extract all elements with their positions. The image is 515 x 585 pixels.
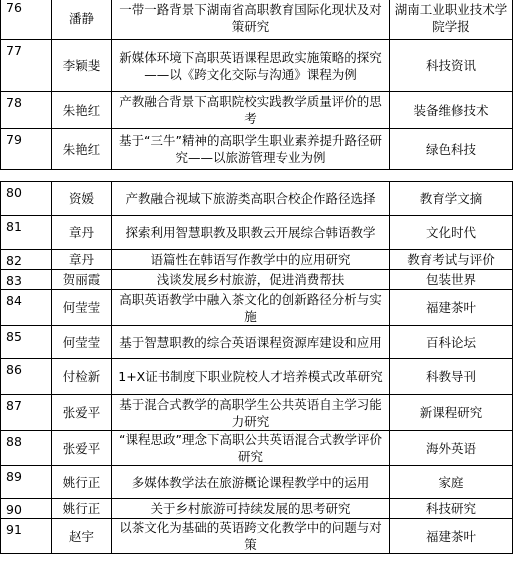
table-row — [1, 499, 513, 519]
table-row — [1, 0, 513, 40]
title-cell: 一带一路背景下湖南省高职教育国际化现状及对策研究 — [112, 0, 390, 40]
row-number: 81 — [1, 216, 52, 250]
table-row — [1, 250, 513, 270]
author-cell: 张爱平 — [52, 395, 112, 431]
table-row — [1, 326, 513, 359]
table-body-top — [1, 0, 513, 170]
author-cell: 章丹 — [52, 216, 112, 250]
row-number: 90 — [1, 499, 52, 519]
journal-cell: 福建茶叶 — [390, 519, 513, 554]
table-row — [1, 129, 513, 170]
journal-cell: 绿色科技 — [390, 129, 513, 170]
title-cell: 新媒体环境下高职英语课程思政实施策略的探究——以《跨文化交际与沟通》课程为例 — [112, 40, 390, 92]
author-cell: 何莹莹 — [52, 326, 112, 359]
journal-cell: 科技资讯 — [390, 40, 513, 92]
author-cell: 章丹 — [52, 250, 112, 270]
journal-cell: 新课程研究 — [390, 395, 513, 431]
table-row — [1, 359, 513, 395]
journal-cell: 教育考试与评价 — [390, 250, 513, 270]
journal-cell: 福建茶叶 — [390, 290, 513, 326]
title-cell: 产教融合背景下高职院校实践教学质量评价的思考 — [112, 92, 390, 129]
journal-cell: 包装世界 — [390, 270, 513, 290]
author-cell: 朱艳红 — [52, 129, 112, 170]
title-cell: “课程思政”理念下高职公共英语混合式教学评价研究 — [112, 431, 390, 466]
title-cell: 多媒体教学法在旅游概论课程教学中的运用 — [112, 466, 390, 499]
paper-list-table-bottom — [0, 181, 513, 554]
journal-cell: 科技研究 — [390, 499, 513, 519]
author-cell: 赵宇 — [52, 519, 112, 554]
row-number: 91 — [1, 519, 52, 554]
journal-cell: 文化时代 — [390, 216, 513, 250]
author-cell: 姚行正 — [52, 499, 112, 519]
author-cell: 李颖斐 — [52, 40, 112, 92]
title-cell: 基于“三牛”精神的高职学生职业素养提升路径研究——以旅游管理专业为例 — [112, 129, 390, 170]
title-cell: 浅谈发展乡村旅游，促进消费帮扶 — [112, 270, 390, 290]
row-number: 84 — [1, 290, 52, 326]
author-cell: 资媛 — [52, 182, 112, 216]
table-row — [1, 519, 513, 554]
title-cell: 基于智慧职教的综合英语课程资源库建设和应用 — [112, 326, 390, 359]
table-row — [1, 40, 513, 92]
row-number: 86 — [1, 359, 52, 395]
table-row — [1, 466, 513, 499]
row-number: 89 — [1, 466, 52, 499]
table-row — [1, 395, 513, 431]
title-cell: 探索利用智慧职教及职教云开展综合韩语教学 — [112, 216, 390, 250]
row-number: 79 — [1, 129, 52, 170]
author-cell: 何莹莹 — [52, 290, 112, 326]
journal-cell: 教育学文摘 — [390, 182, 513, 216]
title-cell: 关于乡村旅游可持续发展的思考研究 — [112, 499, 390, 519]
row-number: 85 — [1, 326, 52, 359]
title-cell: 高职英语教学中融入茶文化的创新路径分析与实施 — [112, 290, 390, 326]
row-number: 77 — [1, 40, 52, 92]
journal-cell: 家庭 — [390, 466, 513, 499]
paper-list-table-top — [0, 0, 513, 170]
title-cell: 基于混合式教学的高职学生公共英语自主学习能力研究 — [112, 395, 390, 431]
journal-cell: 装备维修技术 — [390, 92, 513, 129]
table-row — [1, 431, 513, 466]
table-row — [1, 182, 513, 216]
row-number: 82 — [1, 250, 52, 270]
row-number: 80 — [1, 182, 52, 216]
table-row — [1, 92, 513, 129]
author-cell: 朱艳红 — [52, 92, 112, 129]
title-cell: 产教融合视域下旅游类高职合校企作路径选择 — [112, 182, 390, 216]
author-cell: 姚行正 — [52, 466, 112, 499]
page-gap — [0, 174, 515, 181]
journal-cell: 海外英语 — [390, 431, 513, 466]
title-cell: 以茶文化为基础的英语跨文化教学中的问题与对策 — [112, 519, 390, 554]
author-cell: 付检新 — [52, 359, 112, 395]
row-number: 83 — [1, 270, 52, 290]
journal-cell: 百科论坛 — [390, 326, 513, 359]
row-number: 88 — [1, 431, 52, 466]
title-cell: 语篇性在韩语写作教学中的应用研究 — [112, 250, 390, 270]
journal-cell: 科教导刊 — [390, 359, 513, 395]
title-cell: 1+X证书制度下职业院校人才培养模式改革研究 — [112, 359, 390, 395]
row-number: 87 — [1, 395, 52, 431]
row-number: 76 — [1, 0, 52, 40]
row-number: 78 — [1, 92, 52, 129]
table-row — [1, 216, 513, 250]
table-row — [1, 290, 513, 326]
table-row — [1, 270, 513, 290]
author-cell: 潘静 — [52, 0, 112, 40]
author-cell: 张爱平 — [52, 431, 112, 466]
journal-cell: 湖南工业职业技术学院学报 — [390, 0, 513, 40]
table-body-bottom — [1, 182, 513, 554]
author-cell: 贺丽霞 — [52, 270, 112, 290]
